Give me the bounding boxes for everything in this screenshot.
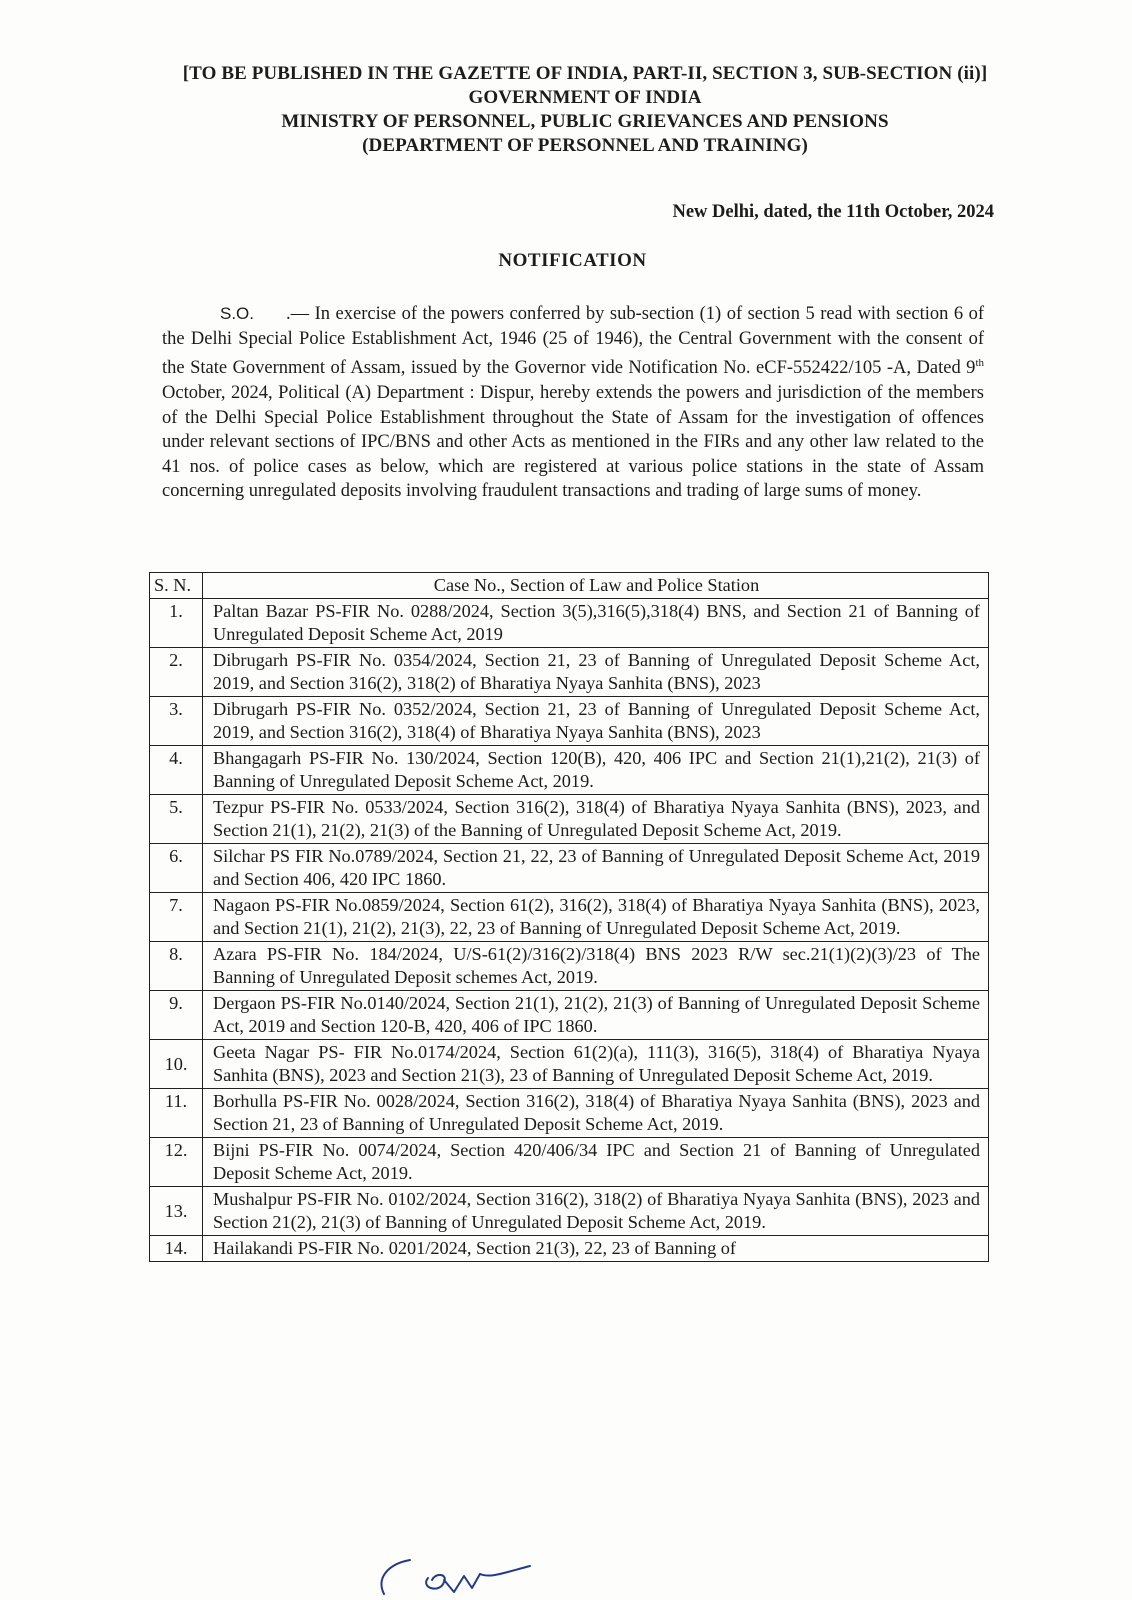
table-row <box>150 599 989 648</box>
row-case-text: Dibrugarh PS-FIR No. 0354/2024, Section 21, 23 of Banning of Unregulated Deposit Scheme Act, 2019, and Section 316(2), 318(2) of Bharatiya Nyaya Sanhita (BNS), 2023 <box>203 648 989 697</box>
row-serial: 9. <box>150 991 203 1040</box>
table-row <box>150 1040 989 1089</box>
row-case-text: Nagaon PS-FIR No.0859/2024, Section 61(2), 316(2), 318(4) of Bharatiya Nyaya Sanhita (BNS), 2023, and Section 21(1), 21(2), 21(3), 22, 23 of Banning of Unregulated Deposit Scheme Act, 2019. <box>203 893 989 942</box>
row-case-text: Dergaon PS-FIR No.0140/2024, Section 21(1), 21(2), 21(3) of Banning of Unregulated Deposit Scheme Act, 2019 and Section 120-B, 420, 406 of IPC 1860. <box>203 991 989 1040</box>
table-row <box>150 1138 989 1187</box>
row-case-text: Silchar PS FIR No.0789/2024, Section 21, 22, 23 of Banning of Unregulated Deposit Scheme Act, 2019 and Section 406, 420 IPC 1860. <box>203 844 989 893</box>
row-serial: 1. <box>150 599 203 648</box>
table-row <box>150 795 989 844</box>
row-serial: 10. <box>150 1040 203 1089</box>
row-serial: 5. <box>150 795 203 844</box>
row-case-text: Bhangagarh PS-FIR No. 130/2024, Section 120(B), 420, 406 IPC and Section 21(1),21(2), 21(3) of Banning of Unregulated Deposit Scheme Act, 2019. <box>203 746 989 795</box>
row-serial: 8. <box>150 942 203 991</box>
so-label: S.O. <box>220 304 255 323</box>
table-row <box>150 893 989 942</box>
row-serial: 11. <box>150 1089 203 1138</box>
row-case-text: Hailakandi PS-FIR No. 0201/2024, Section 21(3), 22, 23 of Banning of <box>203 1236 989 1262</box>
notification-body <box>162 302 984 504</box>
table-row <box>150 991 989 1040</box>
notification-date: New Delhi, dated, the 11th October, 2024 <box>672 202 994 222</box>
table-row <box>150 1236 989 1262</box>
body-text-part1: .— In exercise of the powers conferred by sub-section (1) of section 5 read with section 6 of the Delhi Special Police Establishment Act, 1946 (25 of 1946), the Central Government with the consent of the State Government of Assam, issued by the Governor vide Notification No. eCF-552422/105 -A, Dated 9 <box>162 304 984 379</box>
row-serial: 12. <box>150 1138 203 1187</box>
header-department: (DEPARTMENT OF PERSONNEL AND TRAINING) <box>362 135 808 156</box>
row-serial: 6. <box>150 844 203 893</box>
table-row <box>150 648 989 697</box>
table-row <box>150 942 989 991</box>
table-row <box>150 1187 989 1236</box>
row-case-text: Bijni PS-FIR No. 0074/2024, Section 420/406/34 IPC and Section 21 of Banning of Unregulated Deposit Scheme Act, 2019. <box>203 1138 989 1187</box>
row-serial: 14. <box>150 1236 203 1262</box>
row-case-text: Tezpur PS-FIR No. 0533/2024, Section 316(2), 318(4) of Bharatiya Nyaya Sanhita (BNS), 2023, and Section 21(1), 21(2), 21(3) of the Banning of Unregulated Deposit Scheme Act, 2019. <box>203 795 989 844</box>
row-serial: 7. <box>150 893 203 942</box>
header-case-details: Case No., Section of Law and Police Station <box>203 573 989 599</box>
handwritten-signature <box>370 1548 570 1598</box>
body-text-part2: October, 2024, Political (A) Department : Dispur, hereby extends the powers and jurisdiction of the members of the Delhi Special Police Establishment throughout the State of Assam for the investigation of offences under relevant sections of IPC/BNS and other Acts as mentioned in the FIRs and any other law related to the 41 nos. of police cases as below, which are registered at various police stations in the state of Assam concerning unregulated deposits involving fraudulent transactions and trading of large sums of money. <box>162 382 984 502</box>
header-publication-line: [TO BE PUBLISHED IN THE GAZETTE OF INDIA, PART-II, SECTION 3, SUB-SECTION (ii)] <box>182 63 988 84</box>
row-serial: 13. <box>150 1187 203 1236</box>
row-serial: 3. <box>150 697 203 746</box>
table-row <box>150 697 989 746</box>
cases-table <box>149 572 989 1262</box>
row-case-text: Azara PS-FIR No. 184/2024, U/S-61(2)/316(2)/318(4) BNS 2023 R/W sec.21(1)(2)(3)/23 of The Banning of Unregulated Deposit schemes Act, 2019. <box>203 942 989 991</box>
row-serial: 2. <box>150 648 203 697</box>
row-case-text: Geeta Nagar PS- FIR No.0174/2024, Section 61(2)(a), 111(3), 316(5), 318(4) of Bharatiya Nyaya Sanhita (BNS), 2023 and Section 21(3), 23 of Banning of Unregulated Deposit Scheme Act, 2019. <box>203 1040 989 1089</box>
table-header-row <box>150 573 989 599</box>
table-row <box>150 746 989 795</box>
gazette-header <box>110 62 1060 158</box>
header-government: GOVERNMENT OF INDIA <box>468 87 702 108</box>
row-case-text: Borhulla PS-FIR No. 0028/2024, Section 316(2), 318(4) of Bharatiya Nyaya Sanhita (BNS), 2023 and Section 21, 23 of Banning of Unregulated Deposit Scheme Act, 2019. <box>203 1089 989 1138</box>
notification-title: NOTIFICATION <box>498 250 647 271</box>
header-serial-number: S. N. <box>150 573 203 599</box>
row-case-text: Mushalpur PS-FIR No. 0102/2024, Section 316(2), 318(2) of Bharatiya Nyaya Sanhita (BNS), 2023 and Section 21(2), 21(3) of Banning of Unregulated Deposit Scheme Act, 2019. <box>203 1187 989 1236</box>
body-superscript: th <box>975 357 984 370</box>
row-case-text: Paltan Bazar PS-FIR No. 0288/2024, Section 3(5),316(5),318(4) BNS, and Section 21 of Banning of Unregulated Deposit Scheme Act, 2019 <box>203 599 989 648</box>
table-row <box>150 844 989 893</box>
header-ministry: MINISTRY OF PERSONNEL, PUBLIC GRIEVANCES AND PENSIONS <box>281 111 889 132</box>
table-row <box>150 1089 989 1138</box>
row-case-text: Dibrugarh PS-FIR No. 0352/2024, Section 21, 23 of Banning of Unregulated Deposit Scheme Act, 2019, and Section 316(2), 318(4) of Bharatiya Nyaya Sanhita (BNS), 2023 <box>203 697 989 746</box>
row-serial: 4. <box>150 746 203 795</box>
